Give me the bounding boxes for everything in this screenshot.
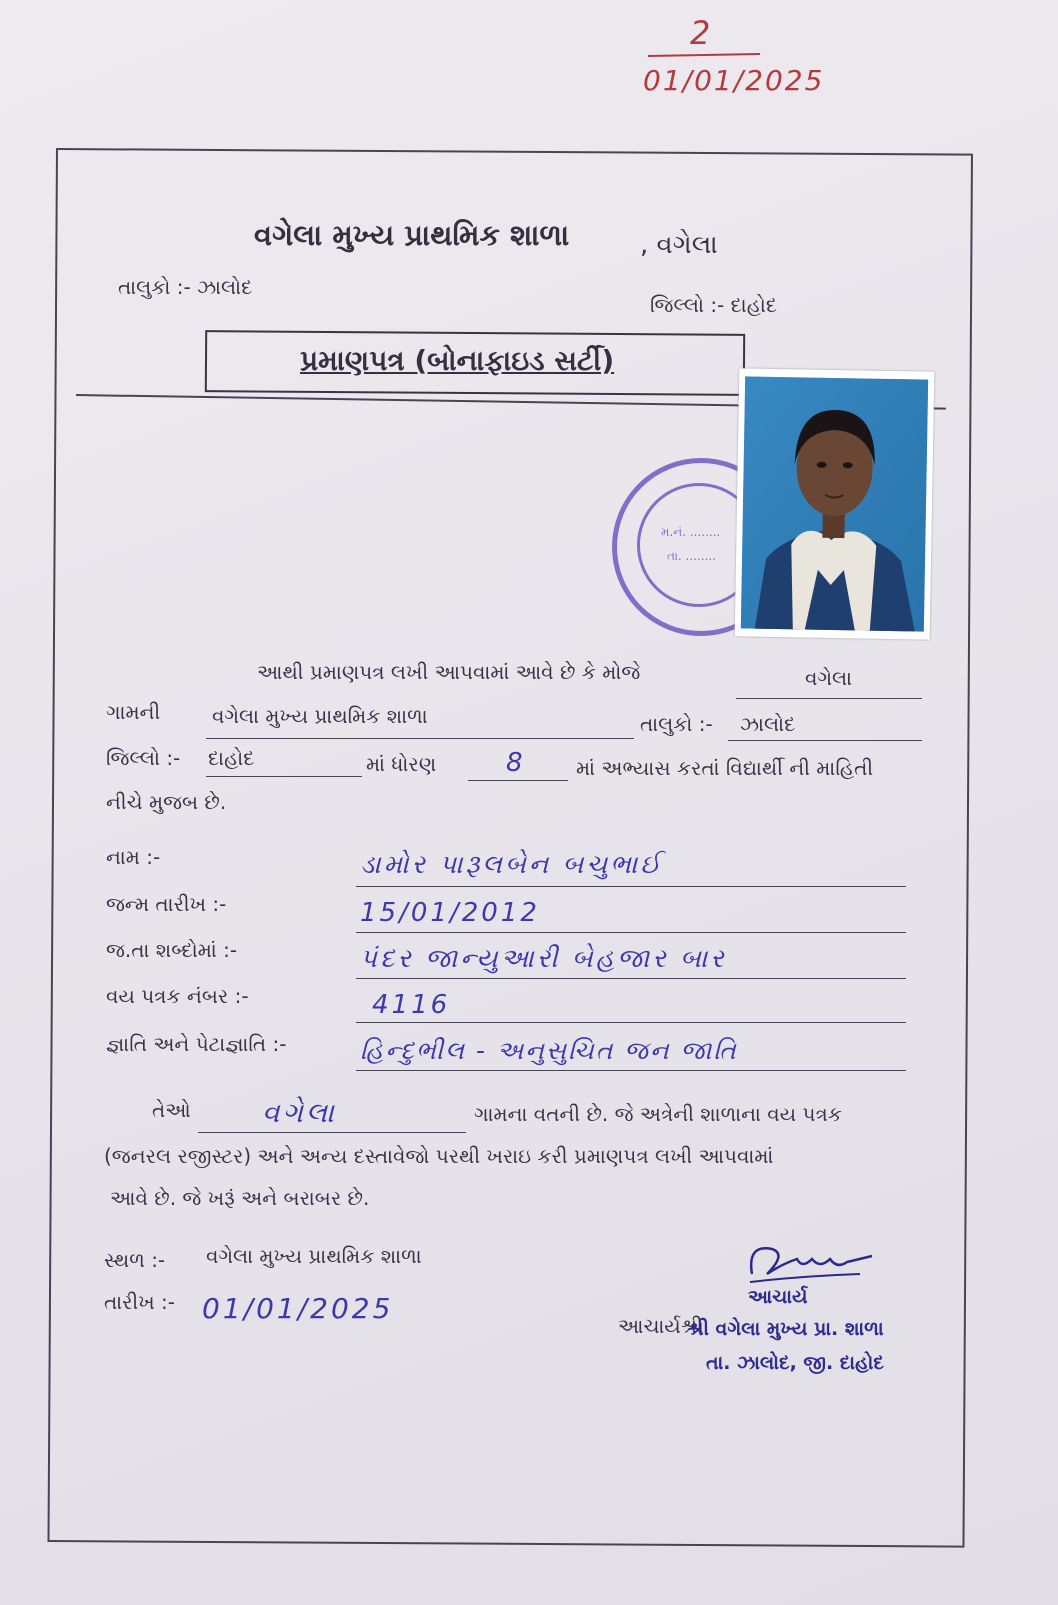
closing-teo: તેઓ [152,1098,191,1122]
field-label-name: નામ :- [106,845,161,869]
field-label-dob: જન્મ તારીખ :- [106,892,227,916]
school-value: વગેલા મુખ્ય પ્રાથમિક શાળા [212,704,428,728]
field-value-dob-words: પંદર જાન્યુઆરી બેહજાર બાર [360,944,727,974]
field-label-register-no: વય પત્રક નંબર :- [106,984,249,1008]
taluka-label: તાલુકો :- [640,712,713,736]
header-district: જિલ્લો :- દાહોદ [650,293,778,317]
intro-line: આથી પ્રમાણપત્ર લખી આપવામાં આવે છે કે મોજે [257,660,641,684]
certificate-title: પ્રમાણપત્ર (બોનાફાઇડ સર્ટી) [300,344,615,377]
top-note-number: 2 [690,14,711,52]
std-value: 8 [506,748,526,778]
field-value-name: ડામોર પારૂલબેન બચુભાઈ [360,850,664,880]
seal-address-line: તા. ઝાલોદ, જી. દાહોદ [706,1352,884,1374]
village-heading: , વગેલા [640,230,718,260]
field-value-register-no: 4116 [372,990,451,1020]
closing-line-2: (જનરલ રજીસ્ટર) અને અન્ય દસ્તાવેજો પરથી ખરાઇ કરી પ્રમાણપત્ર લખી આપવામાં [104,1144,774,1168]
date-label: તારીખ :- [104,1290,175,1314]
district-value: દાહોદ [208,746,255,770]
student-photo-frame [735,368,935,639]
top-note-date: 01/01/2025 [643,64,825,97]
place-value: વગેલા મુખ્ય પ્રાથમિક શાળા [206,1244,422,1268]
district-label: જિલ્લો :- [106,746,181,770]
field-label-caste: જ્ઞાતિ અને પેટાજ્ઞાતિ :- [106,1032,287,1056]
seal-school-line: શ્રી વગેલા મુખ્ય પ્રા. શાળા [688,1318,884,1340]
std-label: માં ધોરણ [366,752,437,776]
closing-village-value: વગેલા [262,1096,337,1129]
intro-line-end: નીચે મુજબ છે. [106,790,227,814]
field-label-dob-words: જ.તા શબ્દોમાં :- [106,938,238,962]
school-name-heading: વગેલા મુખ્ય પ્રાથમિક શાળા [254,218,570,252]
acharya-label: આચાર્યશ્રી [618,1314,703,1338]
student-photo [735,368,935,639]
stamp-line-1: મ.નં. ........ [661,525,721,539]
seal-title: આચાર્ય [748,1286,808,1308]
date-value: 01/01/2025 [202,1292,394,1325]
std-suffix: માં અભ્યાસ કરતાં વિદ્યાર્થી ની માહિતી [576,756,874,780]
principal-signature [742,1234,882,1294]
place-label: સ્થળ :- [104,1248,166,1272]
header-taluka: તાલુકો :- ઝાલોદ [118,275,253,299]
gam-label: ગામની [106,700,161,724]
closing-line-3: આવે છે. જે ખરૂં અને બરાબર છે. [110,1186,370,1210]
field-value-dob: 15/01/2012 [360,898,540,928]
field-value-caste: હિન્દુભીલ - અનુસુચિત જન જાતિ [360,1036,738,1065]
closing-line-1: ગામના વતની છે. જે અત્રેની શાળાના વય પત્રક [474,1102,842,1126]
taluka-value: ઝાલોદ [740,712,796,736]
village-value: વગેલા [805,666,853,690]
stamp-line-2: તા. ........ [667,549,717,563]
